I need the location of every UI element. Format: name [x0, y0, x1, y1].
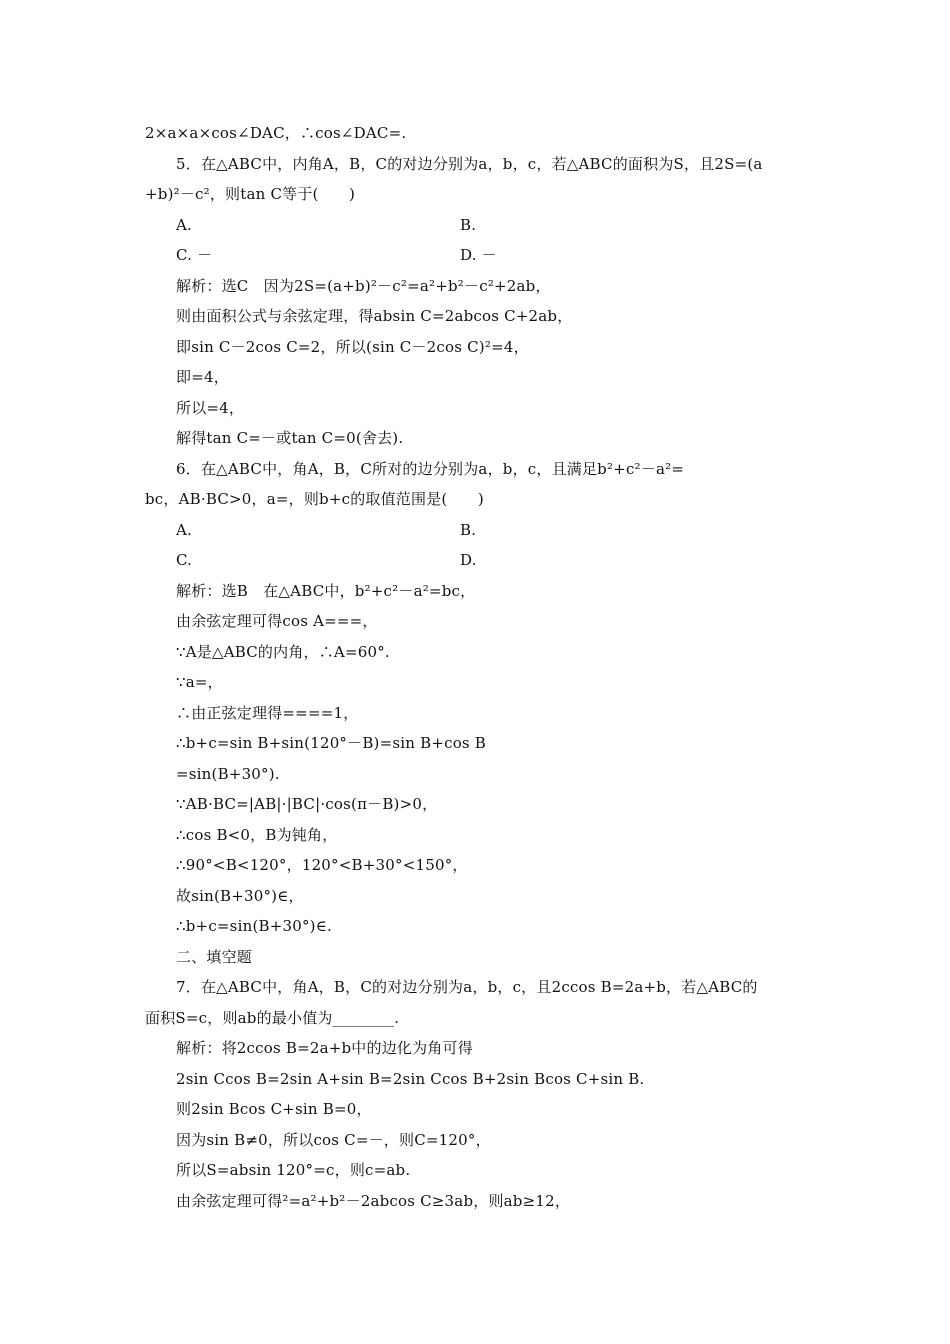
solution-line: 因为sin B≠0，所以cos C=－，则C=120°，	[176, 1131, 491, 1149]
question-6-stem-cont: bc，AB·BC>0，a=，则b+c的取值范围是( )	[145, 490, 484, 508]
solution-line: 解析：选B 在△ABC中，b²+c²－a²=bc，	[176, 582, 476, 600]
option-d: D. －	[460, 246, 497, 264]
question-7-stem-cont: 面积S=c，则ab的最小值为________.	[145, 1009, 400, 1027]
solution-line: 即=4，	[176, 368, 229, 386]
solution-line: 则由面积公式与余弦定理，得absin C=2abcos C+2ab，	[176, 307, 573, 325]
solution-line: 则2sin Bcos C+sin B=0，	[176, 1100, 372, 1118]
solution-line: 解析：选C 因为2S=(a+b)²－c²=a²+b²－c²+2ab，	[176, 277, 551, 295]
solution-line: 2sin Ccos B=2sin A+sin B=2sin Ccos B+2sin Bcos C+sin B.	[176, 1070, 645, 1088]
option-c: C.	[176, 551, 193, 569]
question-5-stem-cont: +b)²－c²，则tan C等于( )	[145, 185, 356, 203]
solution-line: ∵AB·BC=|AB|·|BC|·cos(π－B)>0，	[176, 795, 438, 813]
solution-line: 解得tan C=－或tan C=0(舍去).	[176, 429, 404, 447]
solution-line: ∴b+c=sin B+sin(120°－B)=sin B+cos B	[176, 734, 487, 752]
text-line: 2×a×a×cos∠DAC，∴cos∠DAC=.	[145, 124, 407, 142]
solution-line: 即sin C－2cos C=2，所以(sin C－2cos C)²=4，	[176, 338, 529, 356]
option-b: B.	[460, 216, 477, 234]
solution-line: ∵A是△ABC的内角，∴A=60°.	[176, 643, 390, 661]
solution-line: 故sin(B+30°)∈，	[176, 887, 304, 905]
solution-line: ∴cos B<0，B为钝角，	[176, 826, 338, 844]
solution-line: 由余弦定理可得cos A===，	[176, 612, 378, 630]
solution-line: ∴90°<B<120°，120°<B+30°<150°，	[176, 856, 468, 874]
option-d: D.	[460, 551, 477, 569]
solution-line: 由余弦定理可得²=a²+b²－2abcos C≥3ab，则ab≥12，	[176, 1192, 571, 1210]
solution-line: =sin(B+30°).	[176, 765, 280, 783]
option-a: A.	[176, 521, 193, 539]
option-b: B.	[460, 521, 477, 539]
solution-line: 所以S=absin 120°=c，则c=ab.	[176, 1161, 411, 1179]
question-6-stem: 6．在△ABC中，角A，B，C所对的边分别为a，b，c，且满足b²+c²－a²=	[176, 460, 685, 478]
solution-line: ∴b+c=sin(B+30°)∈.	[176, 917, 332, 935]
solution-line: 解析：将2ccos B=2a+b中的边化为角可得	[176, 1039, 473, 1057]
option-a: A.	[176, 216, 193, 234]
solution-line: ∵a=，	[176, 673, 223, 691]
option-c: C. －	[176, 246, 213, 264]
question-7-stem: 7．在△ABC中，角A，B，C的对边分别为a，b，c，且2ccos B=2a+b，若△ABC的	[176, 978, 758, 996]
section-heading: 二、填空题	[176, 948, 253, 966]
solution-line: ∴由正弦定理得====1，	[176, 704, 359, 722]
question-5-stem: 5．在△ABC中，内角A，B，C的对边分别为a，b，c，若△ABC的面积为S，且2S=(a	[176, 155, 763, 173]
solution-line: 所以=4，	[176, 399, 245, 417]
